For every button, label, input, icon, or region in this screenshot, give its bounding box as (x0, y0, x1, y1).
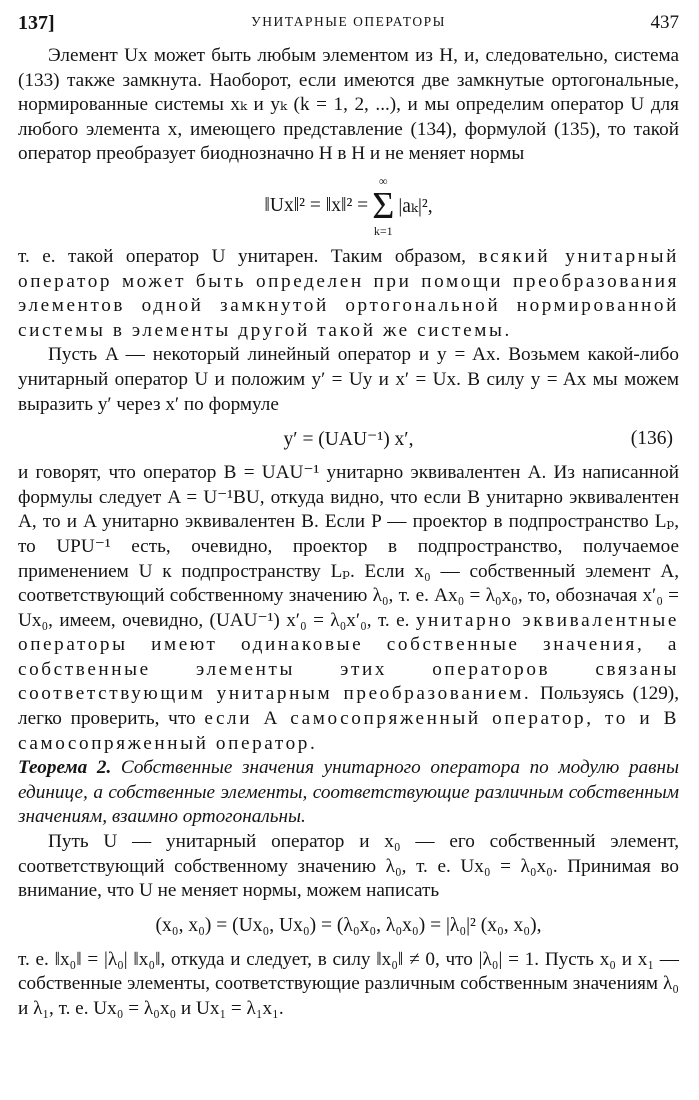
paragraph-6: т. е. ‖x₀‖ = |λ₀| ‖x₀‖, откуда и следует, в силу ‖x₀‖ ≠ 0, что |λ₀| = 1. Пусть x₀ и x₁ — собственные элементы, соответствующие различным собственным значениям λ₀ и λ₁, т. е. Ux₀ = λ₀x₀ и Ux₁ = λ₁x₁. (18, 948, 679, 1019)
chapter-title: УНИТАРНЫЕ ОПЕРАТОРЫ (251, 14, 446, 29)
equation-inner-product-body: (x₀, x₀) = (Ux₀, Ux₀) = (λ₀x₀, λ₀x₀) = |λ₀|² (x₀, x₀), (155, 914, 542, 936)
equation-136-number: (136) (630, 428, 673, 450)
paragraph-4-emphasis-2: если A самосопряженный оператор, то и B самосопряженный оператор. (18, 708, 679, 754)
paragraph-4-text: и говорят, что оператор B = UAU⁻¹ унитарно эквивалентен A. Из написанной формулы следует A = U⁻¹BU, откуда видно, что если B унитарно эквивалентен A, то и A унитарно эквивалентен B. Если P — проектор в подпространство Lₚ, то UPU⁻¹ есть, очевидно, проектор в подпространство, получаемое применением U к подпространству Lₚ. Если x₀ — собственный элемент A, соответствующий собственному значению λ₀, т. е. Ax₀ = λ₀x₀, то, обозначая x′₀ = Ux₀, имеем, очевидно, (UAU⁻¹) x′₀ = λ₀x′₀, т. е. (18, 462, 679, 631)
paragraph-4 (18, 461, 679, 756)
equation-inner-product (18, 904, 679, 948)
paragraph-5: Путь U — унитарный оператор и x₀ — его собственный элемент, соответствующий собственному значению λ₀, т. е. Ux₀ = λ₀x₀. Принимая во внимание, что U не меняет нормы, можем написать (18, 831, 679, 902)
theorem-statement: Собственные значения унитарного оператора по модулю равны единице, а собственные элементы, соответствующие различным собственным значениям, взаимно ортогональны. (18, 757, 679, 828)
summation (372, 175, 394, 237)
paragraph-4-emphasis: унитарно эквивалентные операторы имеют одинаковые собственные значения, а собственные элементы этих операторов связаны соответствующим унитарным преобразованием. (18, 609, 679, 705)
equation-norm-sum (18, 167, 679, 245)
running-header (18, 0, 679, 44)
page-number: 437 (650, 12, 679, 33)
paragraph-2 (18, 245, 679, 343)
equation-rhs: |aₖ|², (398, 195, 433, 217)
sigma-symbol: Σ (372, 184, 395, 227)
theorem-2 (18, 756, 679, 830)
paragraph-3: Пусть A — некоторый линейный оператор и y = Ax. Возьмем какой-либо унитарный оператор U и положим y′ = Uy и x′ = Ux. В силу y = Ax мы можем выразить y′ через x′ по формуле (18, 344, 679, 415)
equation-lhs: ‖Ux‖² = ‖x‖² = (264, 194, 369, 216)
paragraph-1: Элемент Ux может быть любым элементом из H, и, следовательно, система (133) также замкнута. Наоборот, если имеются две замкнутые ортогональные, нормированные системы xₖ и yₖ (k = 1, 2, ...), и мы определим оператор U для любого элемента x, имеющего представление (134), формулой (135), то такой оператор преобразует биоднозначно H в H и не меняет нормы (18, 45, 679, 165)
equation-136 (18, 417, 679, 461)
section-number: 137] (18, 12, 55, 34)
paragraph-4-middle: Пользуясь (129), легко проверить, что (18, 683, 679, 730)
equation-136-body: y′ = (UAU⁻¹) x′, (283, 429, 414, 451)
sum-upper-limit: ∞ (378, 173, 388, 188)
paragraph-2-text: т. е. такой оператор U унитарен. Таким образом, (18, 245, 479, 267)
theorem-title: Теорема 2. (18, 757, 112, 779)
paragraph-2-emphasis: всякий унитарный оператор может быть определен при помощи преобразования элементов одной замкнутой ортогональной нормированной системы в элементы другой такой же системы. (18, 245, 679, 341)
sum-lower-limit: k=1 (373, 223, 393, 238)
